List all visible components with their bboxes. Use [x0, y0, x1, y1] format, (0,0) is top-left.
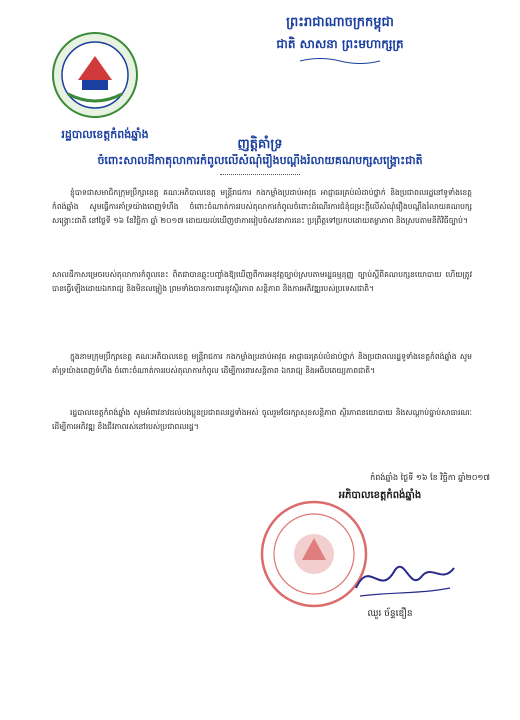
- ministry-name: រដ្ឋបាលខេត្តកំពង់ឆ្នាំង: [61, 128, 149, 141]
- paragraph-4: រដ្ឋបាលខេត្តកំពង់ឆ្នាំង សូមអំពាវនាវដល់បងប្អូនប្រជាពលរដ្ឋទាំងអស់ ចូលរួមថែរក្សាសុខសន្តិភាព ស្ថិរភាពនយោបាយ និងសណ្តាប់ធ្នាប់សាធារណៈ ដើម្បីការអភិវឌ្ឍ និងជីវភាពរស់នៅរបស់ប្រជាពលរដ្ឋ។: [52, 408, 472, 431]
- national-motto: ជាតិ សាសនា ព្រះមហាក្សត្រ: [276, 37, 404, 51]
- kingdom-heading: ព្រះរាជាណាចក្រកម្ពុជា: [286, 15, 394, 30]
- handwritten-signature: [350, 548, 460, 608]
- paragraph-3: ក្នុងនាមក្រុមប្រឹក្សាខេត្ត គណៈអភិបាលខេត្ត មន្ត្រីរាជការ កងកម្លាំងប្រដាប់អាវុធ អាជ្ញាធរគ្រប់លំដាប់ថ្នាក់ និងប្រជាពលរដ្ឋទូទាំងខេត្តកំពង់ឆ្នាំង សូមគាំទ្រយ៉ាងពេញទំហឹង ចំពោះចំណាត់ការរបស់តុលាការកំពូល ដើម្បីការពារសន្តិភាព ឯករាជ្យ និងអធិបតេយ្យភាពជាតិ។: [52, 352, 472, 375]
- signatory-title: អភិបាលខេត្តកំពង់ឆ្នាំង: [338, 490, 422, 501]
- paragraph-2: សាលដីកាសម្រេចរបស់តុលាការកំពូលនេះ ពិតជាបានឆ្លុះបញ្ចាំងឱ្យឃើញពីការអនុវត្តច្បាប់ស្របតាមរដ្ឋធម្មនុញ្ញ ច្បាប់ស្តីពីគណបក្សនយោបាយ ហើយត្រូវបានធ្វើឡើងដោយឯករាជ្យ និងមិនលម្អៀង ព្រមទាំងបានការពារនូវស្ថិរភាព សន្តិភាព និងការអភិវឌ្ឍរបស់ប្រទេសជាតិ។: [52, 270, 472, 293]
- paragraph-1: ខ្ញុំបាទជាសមាជិកក្រុមប្រឹក្សាខេត្ត គណៈអភិបាលខេត្ត មន្ត្រីរាជការ កងកម្លាំងប្រដាប់អាវុធ អាជ្ញាធរគ្រប់លំដាប់ថ្នាក់ និងប្រជាពលរដ្ឋនៅទូទាំងខេត្តកំពង់ឆ្នាំង សូមធ្វើការគាំទ្រយ៉ាងពេញទំហឹង ចំពោះចំណាត់ការរបស់តុលាការកំពូលចំពោះដំណើរការជំនុំជម្រះក្តីលើសំណុំរឿងបណ្តឹងរំលាយគណបក្សសង្គ្រោះជាតិ នៅថ្ងៃទី ១៦ ខែវិច្ឆិកា ឆ្នាំ ២០១៧ ដោយយល់ឃើញថាការរៀបចំសវនាការនេះ ប្រព្រឹត្តទៅប្រកបដោយតម្លាភាព និងស្របតាមនីតិវិធីច្បាប់។: [52, 188, 472, 225]
- signer-name: ឈួរ ច័ន្ទឌឿន: [367, 609, 413, 619]
- document-subtitle: ចំពោះសាលដីកាតុលាការកំពូលលើសំណុំរឿងបណ្តឹងរំលាយគណបក្សសង្គ្រោះជាតិ: [97, 154, 423, 167]
- document-date: កំពង់ឆ្នាំង ថ្ងៃទី ១៦ ខែ វិច្ឆិកា ឆ្នាំ២០១៧: [370, 473, 490, 482]
- ornament-divider: [300, 56, 380, 66]
- ministry-emblem: [50, 30, 140, 120]
- document-title: ញត្តិគាំទ្រ: [237, 137, 283, 152]
- title-divider: [220, 174, 300, 175]
